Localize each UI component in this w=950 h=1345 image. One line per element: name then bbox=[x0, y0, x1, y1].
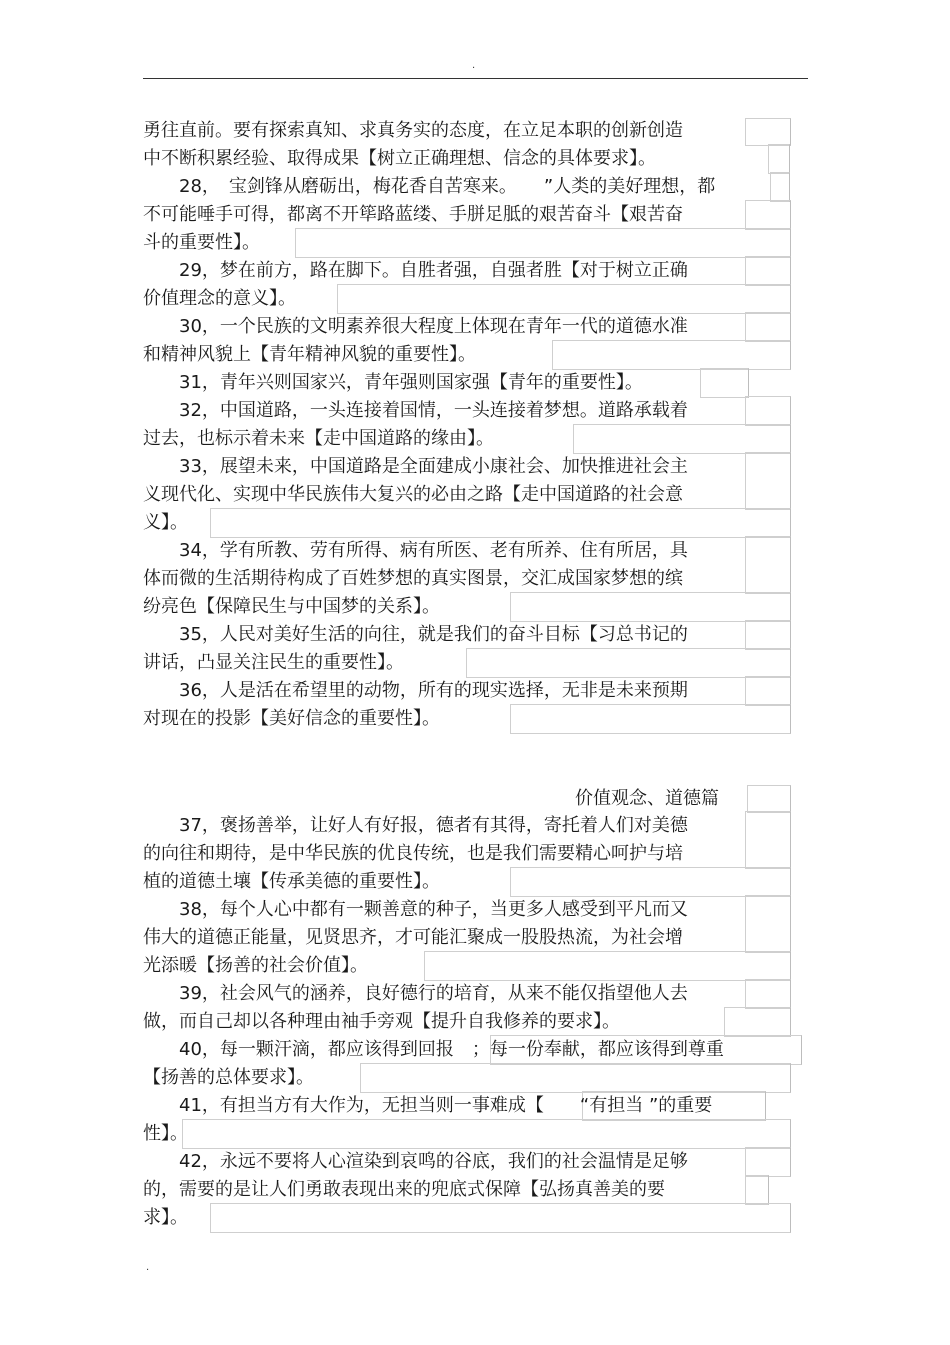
text-line: 义现代化、实现中华民族伟大复兴的必由之路【走中国道路的社会意 bbox=[143, 484, 683, 505]
text-line: 36，人是活在希望里的动物，所有的现实选择，无非是未来预期 bbox=[143, 680, 688, 701]
cell-border bbox=[745, 256, 791, 286]
cell-border bbox=[745, 811, 791, 869]
text-line: 价值理念的意义】。 bbox=[143, 288, 296, 309]
text-line: 40，每一颗汗滴，都应该得到回报 ；每一份奉献，都应该得到尊重 bbox=[143, 1039, 724, 1060]
text-line: 35，人民对美好生活的向往，就是我们的奋斗目标【习总书记的 bbox=[143, 624, 688, 645]
text-line: 【扬善的总体要求】。 bbox=[143, 1067, 314, 1088]
cell-border bbox=[337, 284, 791, 314]
cell-border bbox=[510, 867, 791, 897]
cell-border bbox=[466, 648, 791, 678]
cell-border bbox=[745, 1147, 791, 1177]
text-line: 28， 宝剑锋从磨砺出，梅花香自苦寒来。 ”人类的美好理想，都 bbox=[143, 176, 716, 197]
cell-border bbox=[745, 200, 791, 230]
cell-border bbox=[768, 144, 790, 174]
cell-border bbox=[745, 1175, 769, 1205]
text-line: 植的道德土壤【传承美德的重要性】。 bbox=[143, 871, 440, 892]
cell-border bbox=[745, 620, 791, 650]
cell-border bbox=[770, 172, 790, 202]
text-line: 做，而自己却以各种理由袖手旁观【提升自我修养的要求】。 bbox=[143, 1011, 620, 1032]
text-line: 性】。 bbox=[143, 1123, 188, 1144]
cell-border bbox=[745, 979, 791, 1009]
text-line: 中不断积累经验、取得成果【树立正确理想、信念的具体要求】。 bbox=[143, 148, 656, 169]
text-line: 30，一个民族的文明素养很大程度上体现在青年一代的道德水准 bbox=[143, 316, 688, 337]
cell-border bbox=[745, 676, 791, 706]
text-line: 过去，也标示着未来【走中国道路的缘由】。 bbox=[143, 428, 494, 449]
text-line: 31，青年兴则国家兴，青年强则国家强【青年的重要性】。 bbox=[143, 372, 643, 393]
cell-border bbox=[295, 228, 791, 258]
text-line: 求】。 bbox=[143, 1207, 188, 1228]
header-mark: . bbox=[472, 60, 476, 71]
cell-border bbox=[745, 452, 791, 510]
text-line: 32，中国道路，一头连接着国情，一头连接着梦想。道路承载着 bbox=[143, 400, 688, 421]
cell-border bbox=[510, 704, 791, 734]
cell-border bbox=[210, 508, 791, 538]
text-line: 的，需要的是让人们勇敢表现出来的兜底式保障【弘扬真善美的要 bbox=[143, 1179, 665, 1200]
text-line: 39，社会风气的涵养，良好德行的培育，从来不能仅指望他人去 bbox=[143, 983, 688, 1004]
text-line: 伟大的道德正能量，见贤思齐，才可能汇聚成一股股热流，为社会增 bbox=[143, 927, 683, 948]
text-line: 光添暖【扬善的社会价值】。 bbox=[143, 955, 368, 976]
text-line: 义】。 bbox=[143, 512, 188, 533]
cell-border bbox=[510, 592, 791, 622]
cell-border bbox=[745, 396, 791, 426]
text-line: 讲话，凸显关注民生的重要性】。 bbox=[143, 652, 404, 673]
cell-border bbox=[573, 424, 791, 454]
text-line: 纷亮色【保障民生与中国梦的关系】。 bbox=[143, 596, 440, 617]
text-line: 33，展望未来，中国道路是全面建成小康社会、加快推进社会主 bbox=[143, 456, 688, 477]
text-line: 的向往和期待，是中华民族的优良传统，也是我们需要精心呵护与培 bbox=[143, 843, 683, 864]
text-line: 37，褒扬善举，让好人有好报，德者有其得，寄托着人们对美德 bbox=[143, 815, 688, 836]
cell-border bbox=[745, 118, 791, 146]
text-line: 29，梦在前方，路在脚下。自胜者强，自强者胜【对于树立正确 bbox=[143, 260, 688, 281]
text-line: 41，有担当方有大作为，无担当则一事难成【 “有担当 ”的重要 bbox=[143, 1095, 713, 1116]
text-line: 不可能唾手可得，都离不开筚路蓝缕、手胼足胝的艰苦奋斗【艰苦奋 bbox=[143, 204, 683, 225]
cell-border bbox=[747, 785, 791, 813]
cell-border bbox=[424, 951, 791, 981]
text-line: 和精神风貌上【青年精神风貌的重要性】。 bbox=[143, 344, 476, 365]
cell-border bbox=[210, 1203, 791, 1233]
text-line: 勇往直前。要有探索真知、求真务实的态度，在立足本职的创新创造 bbox=[143, 120, 683, 141]
cell-border bbox=[182, 1119, 791, 1149]
text-line: 38，每个人心中都有一颗善意的种子，当更多人感受到平凡而又 bbox=[143, 899, 688, 920]
cell-border bbox=[360, 1063, 791, 1093]
section-heading: 价值观念、道德篇 bbox=[575, 788, 719, 809]
cell-border bbox=[700, 368, 749, 398]
cell-border bbox=[552, 340, 791, 370]
text-line: 对现在的投影【美好信念的重要性】。 bbox=[143, 708, 440, 729]
header-rule bbox=[143, 78, 808, 79]
text-line: 斗的重要性】。 bbox=[143, 232, 260, 253]
cell-border bbox=[745, 895, 791, 953]
footer-mark: . bbox=[146, 1262, 150, 1273]
cell-border bbox=[745, 312, 791, 342]
text-line: 42，永远不要将人心渲染到哀鸣的谷底，我们的社会温情是足够 bbox=[143, 1151, 688, 1172]
text-line: 体而微的生活期待构成了百姓梦想的真实图景，交汇成国家梦想的缤 bbox=[143, 568, 683, 589]
text-line: 34，学有所教、劳有所得、病有所医、老有所养、住有所居，具 bbox=[143, 540, 688, 561]
cell-border bbox=[724, 1007, 791, 1037]
cell-border bbox=[745, 536, 791, 594]
